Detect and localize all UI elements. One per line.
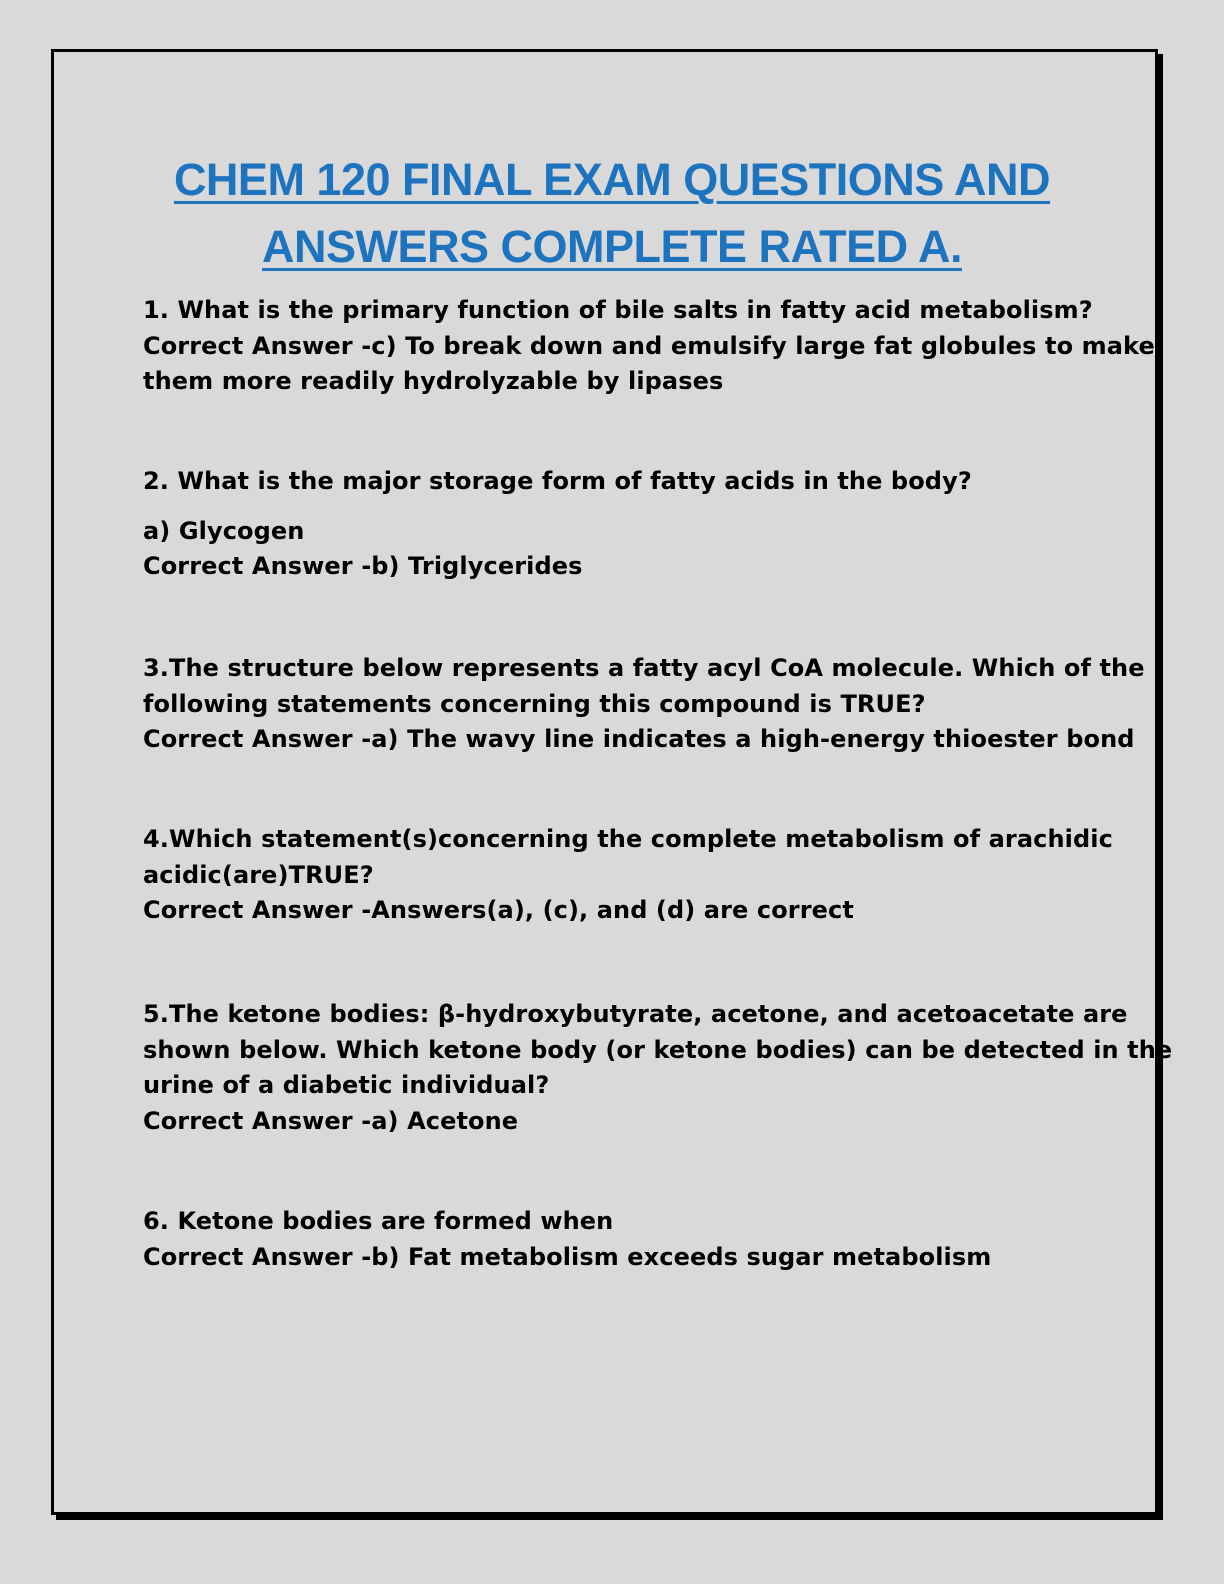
question-2 [143, 464, 1103, 585]
answer-text: Correct Answer -Answers(a), (c), and (d) are correct [143, 896, 854, 924]
question-text: following statements concerning this compound is TRUE? [143, 689, 926, 718]
question-3 [143, 651, 1145, 758]
answer-text: Correct Answer -b) Fat metabolism exceeds sugar metabolism [143, 1242, 992, 1271]
document-title [60, 146, 1164, 280]
title-line-2: ANSWERS COMPLETE RATED A. [261, 221, 962, 272]
answer-text: Correct Answer -a) Acetone [143, 1106, 519, 1135]
question-6 [143, 1204, 1103, 1275]
answer-text: them more readily hydrolyzable by lipases [143, 367, 724, 395]
question-text: 3.The structure below represents a fatty acyl CoA molecule. Which of the [143, 654, 1145, 682]
question-1 [143, 293, 1155, 400]
option-text: a) Glycogen [143, 516, 305, 545]
answer-text: Correct Answer -a) The wavy line indicates a high-energy thioester bond [143, 725, 1135, 753]
question-text: acidic(are)TRUE? [143, 860, 374, 889]
question-text: shown below. Which ketone body (or ketone bodies) can be detected in the [143, 1035, 1173, 1064]
question-5 [143, 997, 1173, 1139]
question-text: urine of a diabetic individual? [143, 1071, 550, 1099]
question-text: 4.Which statement(s)concerning the complete metabolism of arachidic [143, 825, 1113, 853]
question-text: 6. Ketone bodies are formed when [143, 1207, 614, 1235]
question-text: 5.The ketone bodies: β-hydroxybutyrate, acetone, and acetoacetate are [143, 1000, 1128, 1028]
question-4 [143, 822, 1113, 929]
question-text: 2. What is the major storage form of fatty acids in the body? [143, 467, 972, 495]
question-text: 1. What is the primary function of bile salts in fatty acid metabolism? [143, 296, 1093, 324]
answer-text: Correct Answer -c) To break down and emulsify large fat globules to make [143, 331, 1155, 360]
answer-text: Correct Answer -b) Triglycerides [143, 552, 583, 580]
title-line-1: CHEM 120 FINAL EXAM QUESTIONS AND [173, 154, 1051, 205]
